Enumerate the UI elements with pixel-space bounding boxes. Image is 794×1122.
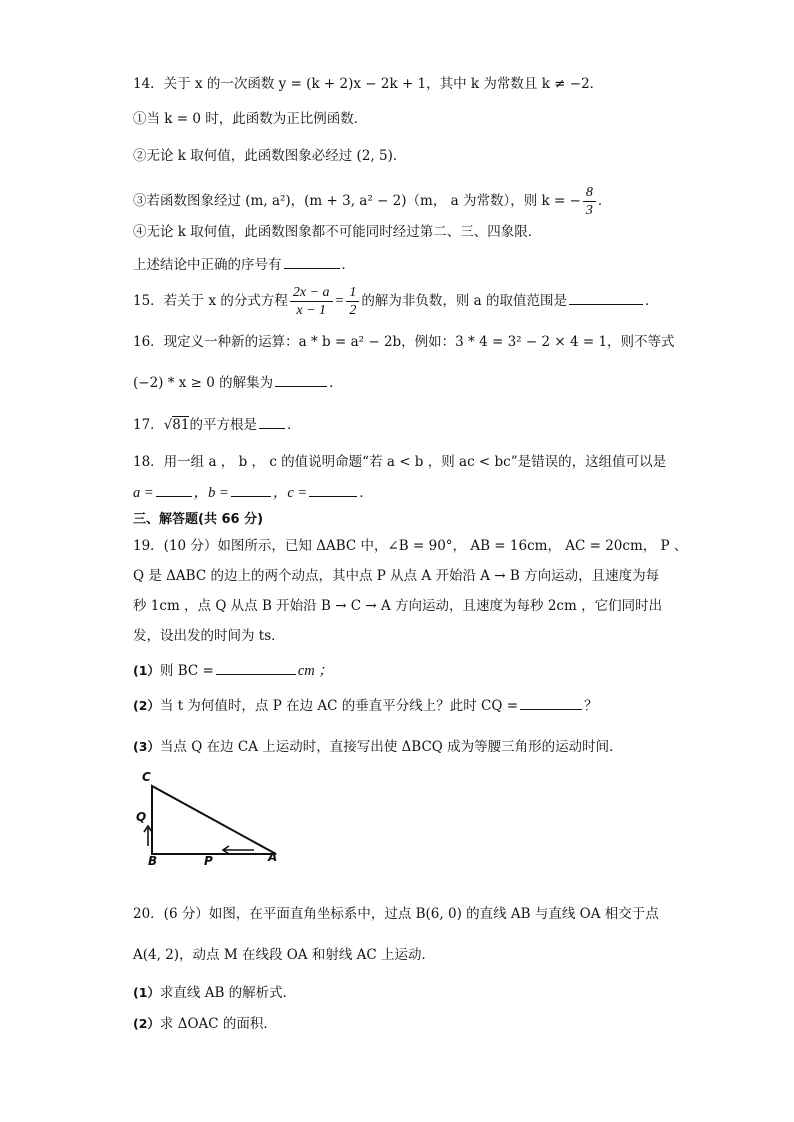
q14-statement-3: [133, 184, 611, 219]
part-text: 当 t 为何值时，点 P 在边 AC 的垂直平分线上？此时 CQ =: [159, 698, 519, 714]
fraction: [583, 184, 596, 219]
answer-blank-b[interactable]: [231, 482, 271, 497]
part-label: (2）: [133, 1016, 160, 1031]
q19-line-3: 秒 1cm ，点 Q 从点 B 开始沿 B → C → A 方向运动，且速度为每秒 2cm ，它们同时出: [133, 598, 663, 614]
fraction-denominator: 2: [349, 303, 357, 318]
sqrt-icon: √: [163, 417, 173, 433]
answer-blank[interactable]: [259, 414, 285, 429]
q15-pre: 15．若关于 x 的分式方程: [133, 293, 288, 309]
fraction: [290, 284, 333, 319]
q14-statement-2: ②无论 k 取何值，此函数图象必经过 (2, 5)．: [133, 148, 407, 164]
q20-line-1: 20．(6 分）如图，在平面直角坐标系中，过点 B(6, 0) 的直线 AB 与直线 OA 相交于点: [133, 906, 659, 922]
q16-line-2: [133, 372, 343, 393]
triangle-figure: [128, 770, 288, 870]
fraction-denominator: 3: [585, 203, 593, 218]
answer-blank-c[interactable]: [309, 482, 357, 497]
q14-s3-tail: ．: [597, 193, 612, 209]
answer-blank[interactable]: [275, 372, 327, 387]
fraction-denominator: x − 1: [296, 303, 327, 318]
answer-blank[interactable]: [284, 254, 340, 269]
part-label: (2）: [133, 698, 160, 713]
q18-b-label: ，b =: [193, 485, 229, 501]
part-label: (1）: [133, 985, 160, 1000]
q19-line-1: 19．(10 分）如图所示，已知 ΔABC 中，∠B = 90°， AB = 16cm， AC = 20cm， P 、: [133, 538, 688, 554]
q14-statement-4: ④无论 k 取何值，此函数图象都不可能同时经过第二、三、四象限．: [133, 224, 542, 240]
q19-line-4: 发，设出发的时间为 ts．: [133, 628, 285, 644]
q15-line: [133, 284, 658, 319]
vertex-label-b: B: [148, 854, 158, 868]
q14-answer-prompt: 上述结论中正确的序号有: [133, 257, 282, 273]
q16-line-1: 16．现定义一种新的运算：a * b = a² − 2b，例如：3 * 4 = 3² − 2 × 4 = 1，则不等式: [133, 334, 675, 350]
part-label: (1）: [133, 663, 160, 678]
punctuation: ．: [341, 257, 355, 273]
q20-part-2: [133, 1014, 277, 1034]
q18-line-1: 18．用一组 a ， b ， c 的值说明命题“若 a < b ，则 ac < bc”是错误的，这组值可以是: [133, 454, 667, 470]
part-text: 当点 Q 在边 CA 上运动时，直接写出使 ΔBCQ 成为等腰三角形的运动时间．: [159, 739, 623, 755]
q17-line: [133, 414, 300, 435]
q19-part-3: [133, 737, 623, 757]
answer-blank[interactable]: [520, 695, 582, 710]
answer-blank[interactable]: [569, 290, 643, 305]
q14-statement-1: ①当 k = 0 时，此函数为正比例函数．: [133, 111, 368, 127]
q14-s3-text: ③若函数图象经过 (m, a²)，(m + 3, a² − 2)（m， a 为常数），则 k = −: [133, 193, 581, 209]
section-title: 三、解答题(共 66 分): [133, 512, 264, 527]
answer-blank-a[interactable]: [156, 482, 192, 497]
equals-sign: =: [334, 293, 345, 309]
q19-part-2: [133, 695, 598, 716]
unit-text: cm ；: [297, 663, 333, 679]
part-text: 则 BC =: [159, 663, 214, 679]
q17-post: 的平方根是: [189, 417, 257, 433]
triangle-shape: [152, 786, 276, 854]
point-label-p: P: [204, 854, 213, 868]
q18-c-label: ，c =: [272, 485, 308, 501]
answer-blank[interactable]: [216, 660, 296, 675]
q16-inequality: (−2) * x ≥ 0 的解集为: [133, 375, 274, 391]
q19-line-2: Q 是 ΔABC 的边上的两个动点，其中点 P 从点 A 开始沿 A → B 方向运动，且速度为每: [133, 568, 660, 584]
q14-answer-line: [133, 254, 355, 275]
q19-part-1: [133, 660, 333, 681]
vertex-label-a: A: [268, 850, 278, 864]
vertex-label-c: C: [142, 770, 151, 784]
q17-pre: 17．: [133, 417, 164, 433]
fraction-numerator: 2x − a: [290, 284, 333, 302]
punctuation: ？: [584, 698, 598, 714]
fraction-numerator: 1: [346, 284, 359, 302]
sqrt-radicand: 81: [172, 417, 190, 433]
part-label: (3）: [133, 739, 160, 754]
q20-part-1: [133, 983, 296, 1003]
q20-line-2: A(4, 2)，动点 M 在线段 OA 和射线 AC 上运动．: [133, 947, 436, 963]
q14-stem: 14．关于 x 的一次函数 y = (k + 2)x − 2k + 1，其中 k 为常数且 k ≠ −2．: [133, 76, 604, 92]
q18-line-2: [133, 482, 373, 503]
punctuation: ．: [359, 485, 373, 501]
point-label-q: Q: [136, 810, 147, 824]
part-text: 求直线 AB 的解析式．: [159, 985, 297, 1001]
punctuation: ．: [286, 417, 301, 433]
q18-a-label: a =: [133, 485, 154, 501]
fraction-numerator: 8: [583, 184, 596, 202]
q15-post: 的解为非负数，则 a 的取值范围是: [361, 293, 567, 309]
punctuation: ．: [329, 375, 343, 391]
fraction: [346, 284, 359, 319]
part-text: 求 ΔOAC 的面积．: [159, 1016, 277, 1032]
punctuation: ．: [644, 293, 659, 309]
